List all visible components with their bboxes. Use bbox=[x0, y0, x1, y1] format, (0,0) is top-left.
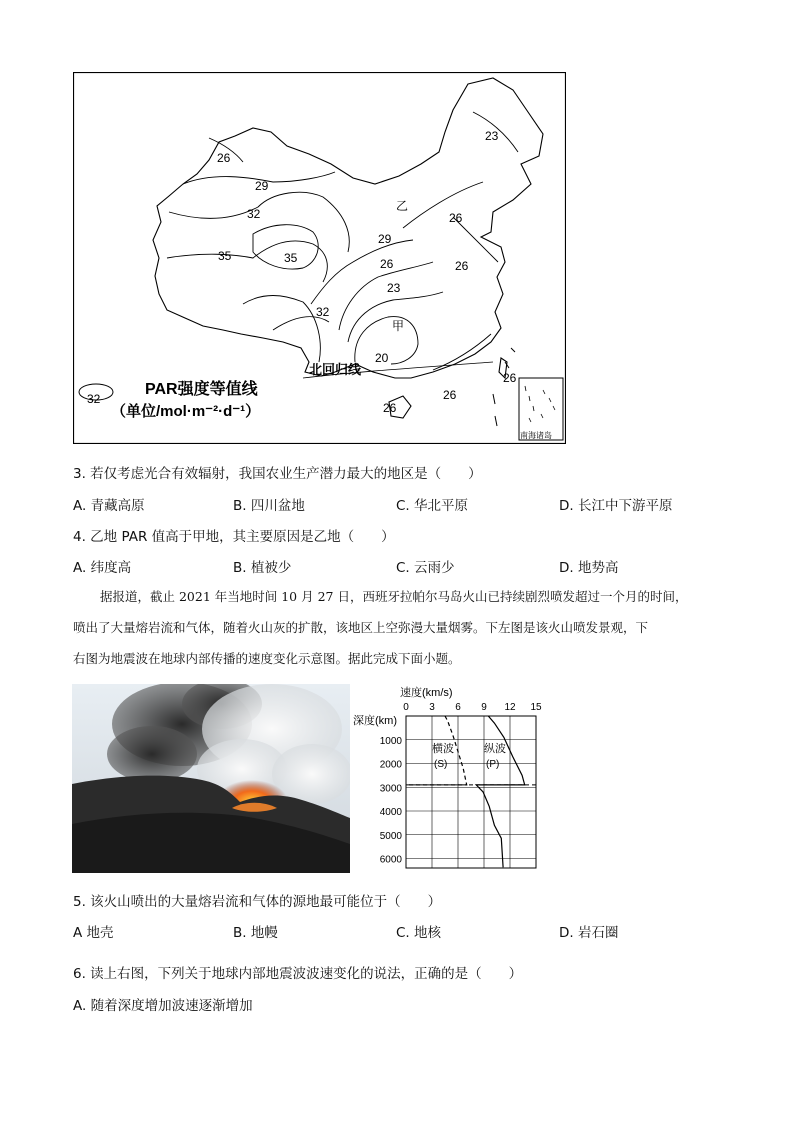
chart-x-tick-label: 3 bbox=[429, 702, 435, 713]
iso-label: 26 bbox=[455, 259, 469, 273]
q3-option-a[interactable]: A. 青藏高原 bbox=[73, 498, 145, 514]
iso-label: 29 bbox=[255, 179, 269, 193]
legend-title: PAR强度等值线 bbox=[145, 381, 258, 398]
q5-option-c[interactable]: C. 地核 bbox=[396, 925, 442, 941]
q4-option-a[interactable]: A. 纬度高 bbox=[73, 560, 132, 576]
seismic-wave-chart bbox=[350, 684, 550, 874]
question-6-stem: 6. 读上右图，下列关于地球内部地震波波速变化的说法，正确的是（ ） bbox=[73, 966, 523, 982]
place-yi: 乙 bbox=[396, 199, 409, 213]
chart-series-line bbox=[476, 716, 525, 867]
iso-label: 35 bbox=[218, 249, 232, 263]
q4-option-c[interactable]: C. 云雨少 bbox=[396, 560, 455, 576]
passage-line-2: 喷出了大量熔岩流和气体，随着火山灰的扩散，该地区上空弥漫大量烟雾。下左图是该火山喷发景观，下 bbox=[73, 620, 649, 635]
q4-option-d[interactable]: D. 地势高 bbox=[559, 560, 619, 576]
question-4-stem: 4. 乙地 PAR 值高于甲地，其主要原因是乙地（ ） bbox=[73, 529, 395, 545]
legend-unit: （单位/mol·m⁻²·d⁻¹） bbox=[111, 403, 261, 420]
place-jia: 甲 bbox=[392, 319, 405, 333]
legend-line-value: 32 bbox=[87, 392, 101, 406]
q3-option-b[interactable]: B. 四川盆地 bbox=[233, 498, 305, 514]
s-wave-code: (S) bbox=[434, 759, 448, 770]
q4-option-b[interactable]: B. 植被少 bbox=[233, 560, 292, 576]
chart-y-tick-label: 1000 bbox=[379, 735, 402, 747]
iso-label: 26 bbox=[383, 401, 397, 415]
iso-label: 26 bbox=[503, 371, 517, 385]
tropic-label: 北回归线 bbox=[309, 362, 362, 377]
iso-label: 26 bbox=[217, 151, 231, 165]
q5-option-a[interactable]: A 地壳 bbox=[73, 925, 114, 941]
chart-x-tick-label: 15 bbox=[530, 702, 542, 713]
volcano-photo bbox=[72, 684, 350, 873]
chart-x-tick-label: 12 bbox=[504, 702, 516, 713]
iso-label: 26 bbox=[449, 211, 463, 225]
passage-line-3: 右图为地震波在地球内部传播的速度变化示意图。据此完成下面小题。 bbox=[73, 651, 461, 666]
chart-y-axis-label: 深度(km) bbox=[353, 715, 397, 727]
question-5-stem: 5. 该火山喷出的大量熔岩流和气体的源地最可能位于（ ） bbox=[73, 894, 442, 910]
chart-y-tick-label: 2000 bbox=[379, 759, 402, 771]
iso-label: 35 bbox=[284, 251, 298, 265]
iso-label: 26 bbox=[443, 388, 457, 402]
passage-line-1: 据报道，截止 2021 年当地时间 10 月 27 日，西班牙拉帕尔马岛火山已持续剧烈喷发超过一个月的时间， bbox=[100, 589, 688, 604]
chart-frame bbox=[406, 716, 536, 868]
chart-x-tick-label: 9 bbox=[481, 702, 487, 713]
iso-label: 32 bbox=[247, 207, 261, 221]
iso-label: 20 bbox=[375, 351, 389, 365]
iso-label: 23 bbox=[485, 129, 499, 143]
p-wave-name: 纵波 bbox=[484, 743, 506, 755]
inset-label: 南海诸岛 bbox=[520, 431, 552, 440]
chart-x-tick-label: 0 bbox=[403, 702, 409, 713]
iso-label: 23 bbox=[387, 281, 401, 295]
chart-y-tick-label: 4000 bbox=[379, 807, 402, 818]
par-isoline-map bbox=[73, 72, 566, 444]
q3-option-c[interactable]: C. 华北平原 bbox=[396, 498, 469, 514]
chart-x-axis-label: 速度(km/s) bbox=[400, 687, 453, 699]
chart-y-tick-label: 5000 bbox=[379, 830, 402, 842]
s-wave-name: 横波 bbox=[432, 743, 454, 755]
iso-label: 32 bbox=[316, 305, 330, 319]
chart-x-tick-label: 6 bbox=[455, 702, 461, 713]
chart-y-tick-label: 3000 bbox=[379, 783, 402, 795]
iso-label: 29 bbox=[378, 232, 392, 246]
q5-option-b[interactable]: B. 地幔 bbox=[233, 925, 278, 941]
q5-option-d[interactable]: D. 岩石圈 bbox=[559, 925, 619, 941]
q3-option-d[interactable]: D. 长江中下游平原 bbox=[559, 498, 673, 514]
chart-y-tick-label: 6000 bbox=[379, 854, 402, 866]
iso-label: 26 bbox=[380, 257, 394, 271]
question-3-stem: 3. 若仅考虑光合有效辐射，我国农业生产潜力最大的地区是（ ） bbox=[73, 466, 482, 482]
p-wave-code: (P) bbox=[486, 759, 500, 770]
q6-option-a[interactable]: A. 随着深度增加波速逐渐增加 bbox=[73, 998, 253, 1014]
